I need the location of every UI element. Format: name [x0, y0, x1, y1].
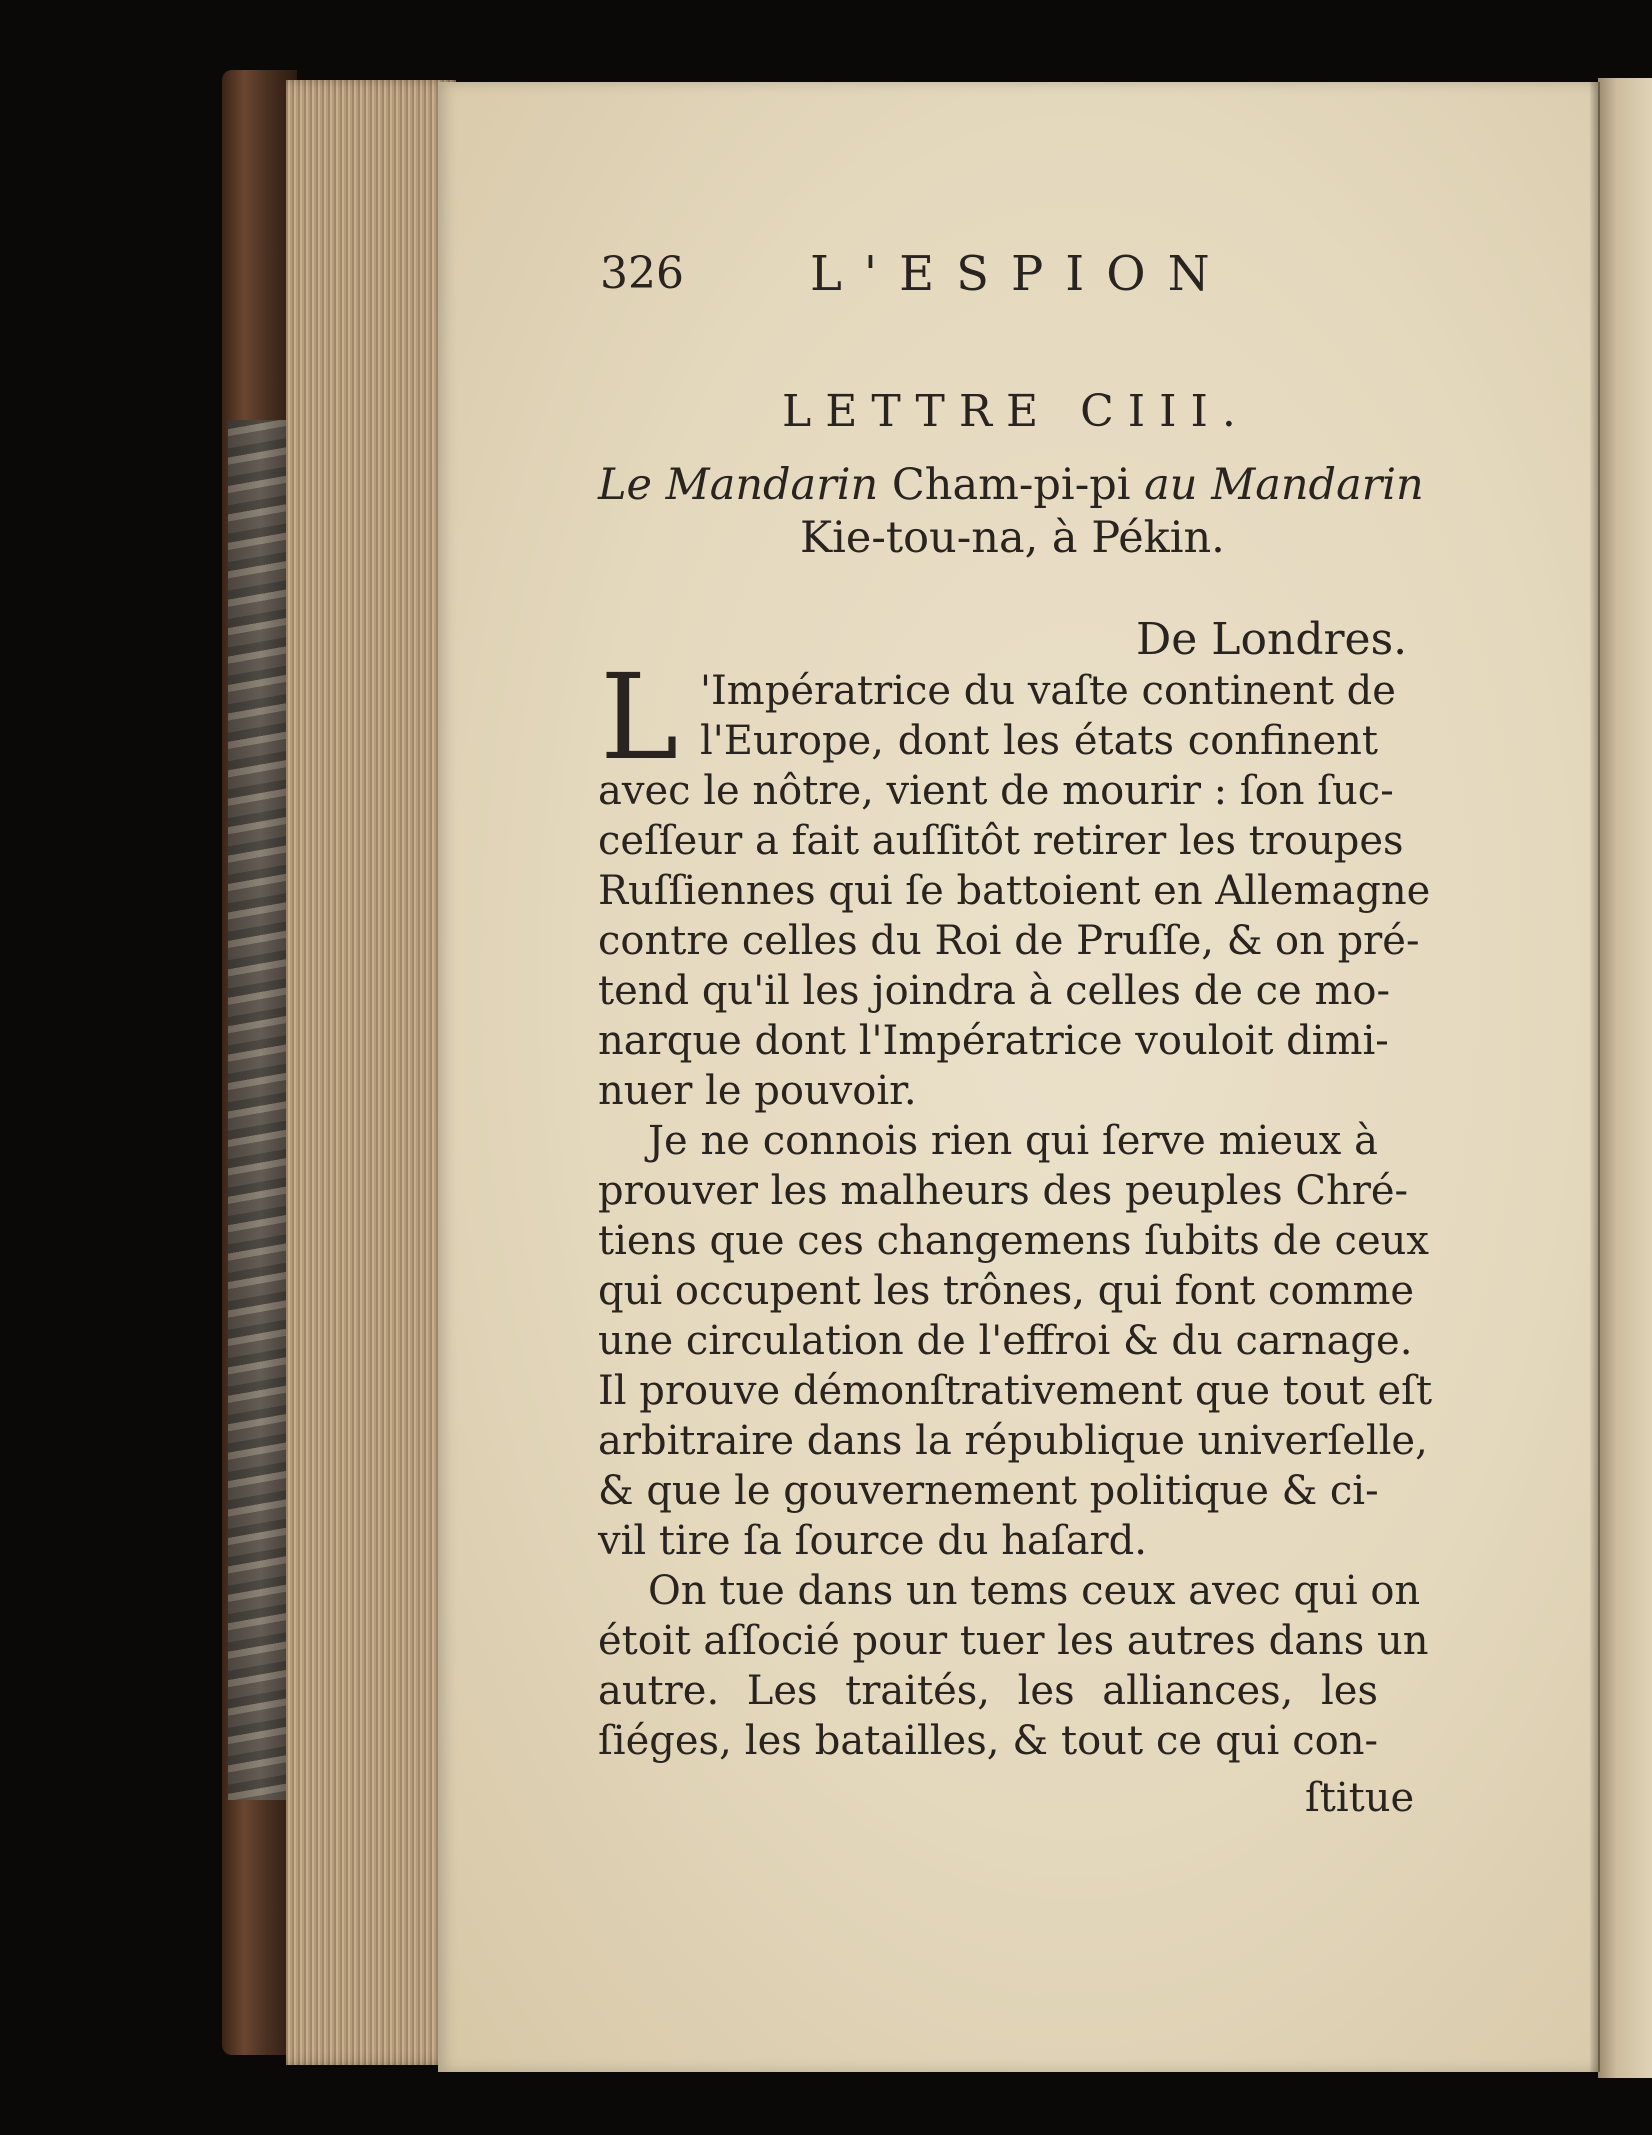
body-line: nuer le pouvoir.	[598, 1068, 917, 1114]
address-from-prefix: Le Mandarin	[598, 460, 879, 510]
body-line: ſiéges, les batailles, & tout ce qui con-	[598, 1718, 1378, 1764]
body-line: 'Impératrice du vaſte continent de	[700, 668, 1396, 714]
body-line: arbitraire dans la république univerſelle,	[598, 1418, 1428, 1464]
body-line: Je ne connois rien qui ſerve mieux à	[648, 1118, 1378, 1164]
page-edges	[286, 80, 456, 2065]
letter-title: LETTRE CIII.	[782, 386, 1250, 437]
body-line: tend qu'il les joindra à celles de ce mo-	[598, 968, 1390, 1014]
marbled-cover	[228, 420, 293, 1800]
body-line: tiens que ces changemens ſubits de ceux	[598, 1218, 1429, 1264]
letter-place: De Londres.	[1136, 614, 1408, 665]
body-line: étoit aſſocié pour tuer les autres dans un	[598, 1618, 1429, 1664]
body-line: avec le nôtre, vient de mourir : ſon ſuc-	[598, 768, 1394, 814]
address-mid: au	[1144, 460, 1198, 510]
letter-address-line-2: Kie-tou-na, à Pékin.	[800, 513, 1225, 563]
body-line: narque dont l'Impératrice vouloit dimi-	[598, 1018, 1389, 1064]
body-line: Il prouve démonſtrativement que tout eſt	[598, 1368, 1433, 1414]
letter-address-line-1	[598, 460, 1424, 510]
body-line: une circulation de l'effroi & du carnage.	[598, 1318, 1413, 1364]
body-line: autre. Les traités, les alliances, les	[598, 1668, 1378, 1714]
body-line: Ruſſiennes qui ſe battoient en Allemagne	[598, 868, 1431, 914]
body-line: prouver les malheurs des peuples Chré-	[598, 1168, 1409, 1214]
body-line: & que le gouvernement politique & ci-	[598, 1468, 1379, 1514]
gutter-shadow	[1590, 82, 1600, 2072]
body-line: On tue dans un tems ceux avec qui on	[648, 1568, 1421, 1614]
body-line: vil tire ſa ſource du haſard.	[598, 1518, 1147, 1564]
body-line: qui occupent les trônes, qui font comme	[598, 1268, 1415, 1314]
running-head: L'ESPION	[810, 246, 1232, 302]
body-line: l'Europe, dont les états confinent	[700, 718, 1378, 764]
catchword: ſtitue	[1305, 1775, 1415, 1821]
body-line: ceſſeur a fait auſſitôt retirer les troupes	[598, 818, 1404, 864]
facing-page-edge	[1598, 78, 1652, 2078]
body-line: contre celles du Roi de Pruſſe, & on pré-	[598, 918, 1420, 964]
address-to-prefix: Mandarin	[1211, 460, 1424, 510]
drop-cap: L	[600, 648, 679, 786]
address-from-name: Cham-pi-pi	[891, 460, 1131, 510]
page-number: 326	[600, 248, 684, 299]
